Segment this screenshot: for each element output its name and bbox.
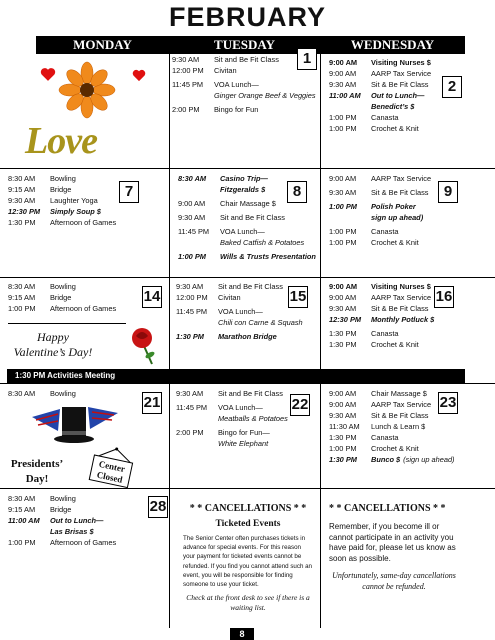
event-name: Sit & Be Fit Class — [371, 303, 429, 313]
event-time: 9:00 AM — [329, 389, 357, 398]
week1-wednesday-cell — [329, 58, 445, 167]
event-time: 9:30 AM — [329, 79, 357, 89]
event-time: 1:00 PM — [329, 201, 357, 211]
divider-line — [8, 323, 126, 324]
day-number-7: 7 — [119, 181, 139, 203]
event-time: 9:30 AM — [176, 389, 204, 398]
event-row — [176, 307, 318, 318]
event-time: 12:00 PM — [172, 65, 204, 75]
event-row — [329, 227, 439, 238]
event-name: Chair Massage $ — [220, 198, 276, 208]
event-detail: Benedict’s $ — [371, 101, 415, 111]
event-time: 8:30 AM — [178, 174, 207, 183]
event-time: 9:00 AM — [329, 174, 357, 183]
event-name: Sit & Be Fit Class — [371, 79, 429, 89]
event-row — [329, 422, 444, 433]
event-name: AARP Tax Service — [371, 68, 432, 78]
week2-monday-events — [8, 174, 118, 229]
week3-wednesday-cell — [329, 282, 439, 368]
event-name: AARP Tax Service — [371, 174, 432, 183]
day-number-23: 23 — [438, 392, 458, 414]
page-number: 8 — [230, 628, 254, 640]
event-name: Bunco $ — [371, 454, 401, 464]
event-detail: Ginger Orange Beef & Veggies — [214, 90, 316, 100]
event-name: Crochet & Knit — [371, 339, 419, 349]
event-time: 1:30 PM — [329, 328, 357, 338]
week1-tuesday-cell — [172, 55, 319, 167]
cancellation-reminder: Remember, if you become ill or cannot participate in an activity you have paid for, please let us know as soon as possible. — [329, 521, 456, 564]
event-name: Crochet & Knit — [371, 443, 419, 453]
same-day-note: Unfortunately, same-day cancellations cannot be refunded. — [332, 570, 456, 591]
day-text: Day! — [25, 472, 49, 485]
rose-icon — [128, 322, 164, 366]
event-name: AARP Tax Service — [371, 399, 432, 409]
heart-icon — [132, 69, 146, 82]
event-row — [176, 332, 318, 343]
event-time: 1:00 PM — [329, 123, 357, 133]
event-name: Canasta — [371, 328, 399, 338]
event-name: AARP Tax Service — [371, 292, 432, 302]
event-row — [329, 315, 439, 326]
event-time: 1:30 PM — [329, 432, 357, 442]
event-row — [329, 389, 444, 400]
event-time: 1:00 PM — [8, 537, 36, 547]
grid-vertical-1 — [169, 54, 170, 628]
event-time: 11:45 PM — [172, 79, 204, 89]
week5-wednesday-cell — [329, 502, 459, 626]
event-time: 8:30 AM — [8, 174, 36, 183]
day-number-28: 28 — [148, 496, 168, 518]
event-row — [329, 80, 445, 91]
event-row — [329, 304, 439, 315]
event-time: 9:00 AM — [329, 58, 358, 67]
cancellations-title-2: * * CANCELLATIONS * * — [329, 503, 446, 514]
day-number-8: 8 — [287, 181, 307, 203]
header-tuesday: TUESDAY — [169, 36, 320, 54]
event-name: Afternoon of Games — [50, 303, 117, 313]
event-row — [329, 91, 445, 102]
grid-row-line-2 — [0, 277, 495, 278]
event-name: Bridge — [50, 292, 72, 302]
event-name: VOA Lunch— — [220, 226, 265, 236]
event-name: Bingo for Fun— — [218, 427, 270, 437]
event-row — [329, 174, 439, 185]
ticketed-events-body: The Senior Center often purchases tickets in advance for special events. For this reason your payment for ticketed events cannot be refunded. If you find you cannot attend such an event, you will be responsible for finding someone to use your ticket. — [183, 534, 312, 589]
event-row — [329, 282, 439, 293]
week3-wednesday-events — [329, 282, 439, 351]
event-row — [329, 454, 455, 466]
event-row — [178, 252, 318, 263]
event-row — [8, 516, 143, 527]
event-name: Civitan — [214, 65, 237, 75]
event-name: Chair Massage $ — [371, 389, 427, 398]
event-detail: sign up ahead) — [371, 212, 424, 222]
event-name: Monthly Potluck $ — [371, 314, 435, 324]
event-time: 9:30 AM — [172, 55, 200, 64]
event-time: 2:00 PM — [176, 427, 204, 437]
activities-meeting-bar: 1:30 PM Activities Meeting — [7, 369, 465, 383]
event-row — [329, 69, 445, 80]
event-name: Bowling — [50, 389, 76, 398]
closed-text: Closed — [95, 469, 124, 485]
event-name: Laughter Yoga — [50, 195, 98, 205]
event-name: Out to Lunch— — [50, 515, 104, 525]
event-name: Bridge — [50, 184, 72, 194]
event-time: 1:30 PM — [329, 339, 357, 349]
event-name: Sit and Be Fit Class — [214, 55, 279, 64]
event-row — [8, 174, 118, 185]
event-time: 8:30 AM — [8, 282, 36, 291]
grid-row-line-4 — [0, 488, 495, 489]
header-monday: MONDAY — [36, 36, 169, 54]
event-name: Visiting Nurses $ — [371, 58, 431, 67]
event-row — [176, 428, 318, 439]
event-detail: Meatballs & Potatoes — [218, 413, 288, 423]
event-time: 9:15 AM — [8, 504, 36, 514]
event-name: VOA Lunch— — [218, 306, 263, 316]
event-name: Sit and Be Fit Class — [220, 212, 285, 222]
event-row — [172, 80, 319, 91]
event-name: Afternoon of Games — [50, 217, 117, 227]
event-name: Crochet & Knit — [371, 237, 419, 247]
event-name: Casino Trip— — [220, 174, 268, 183]
grid-row-line-3 — [0, 383, 495, 384]
event-name: Bridge — [50, 504, 72, 514]
event-time: 9:00 AM — [329, 399, 357, 409]
event-name: VOA Lunch— — [214, 79, 259, 89]
event-row — [329, 202, 439, 213]
week5-monday-events — [8, 494, 143, 549]
event-name: Canasta — [371, 432, 399, 442]
event-detail: Las Brisas $ — [50, 526, 94, 536]
event-row — [8, 207, 118, 218]
event-time: 8:30 AM — [8, 494, 36, 503]
event-detail: Baked Catfish & Potatoes — [220, 237, 305, 247]
day-number-15: 15 — [288, 286, 308, 308]
event-row — [8, 538, 143, 549]
event-name: Sit and Be Fit Class — [218, 282, 283, 291]
event-time: 9:30 AM — [329, 303, 357, 313]
week2-monday-cell — [8, 174, 118, 274]
event-time: 1:00 PM — [178, 251, 206, 261]
event-name: Sit & Be Fit Class — [371, 410, 429, 420]
day-number-2: 2 — [442, 76, 462, 98]
week2-wednesday-cell — [329, 174, 439, 274]
event-note: (sign up ahead) — [403, 454, 455, 464]
valentines-day-text: Valentine’s Day! — [13, 345, 93, 359]
happy-text: Happy — [37, 330, 69, 344]
event-time: 9:00 AM — [329, 292, 357, 302]
event-row — [8, 218, 118, 229]
event-time: 11:30 AM — [329, 421, 360, 431]
day-number-21: 21 — [142, 392, 162, 414]
day-number-1: 1 — [297, 48, 317, 70]
week5-tuesday-cell — [183, 502, 313, 626]
center-closed-sign — [86, 442, 133, 489]
event-row — [329, 329, 439, 340]
event-row — [329, 58, 445, 69]
event-row — [172, 105, 319, 116]
event-row — [329, 113, 445, 124]
event-time: 1:00 PM — [329, 443, 357, 453]
event-name: Polish Poker — [371, 201, 416, 211]
valentines-text — [8, 330, 98, 360]
event-name: Sit and Be Fit Class — [218, 389, 283, 398]
day-number-16: 16 — [434, 286, 454, 308]
event-row — [178, 213, 318, 224]
event-time: 1:00 PM — [329, 237, 357, 247]
event-name: Bowling — [50, 282, 76, 291]
event-time: 1:00 PM — [8, 303, 36, 313]
grid-vertical-2 — [320, 54, 321, 628]
event-time: 11:45 PM — [176, 402, 208, 412]
day-number-14: 14 — [142, 286, 162, 308]
event-time: 8:30 AM — [8, 389, 36, 398]
event-time: 1:30 PM — [176, 331, 204, 341]
event-row — [178, 227, 318, 238]
ticketed-events-subtitle: Ticketed Events — [215, 518, 281, 529]
event-name: Marathon Bridge — [218, 331, 277, 341]
flower-icon — [52, 61, 122, 121]
event-name: Out to Lunch— — [371, 90, 425, 100]
event-time: 9:00 AM — [178, 198, 206, 208]
event-name: Bowling — [50, 494, 76, 503]
event-row — [329, 400, 444, 411]
event-name: Bowling — [50, 174, 76, 183]
event-time: 12:30 PM — [8, 206, 41, 216]
event-time: 9:30 AM — [176, 282, 204, 291]
event-time: 9:00 AM — [329, 282, 358, 291]
event-detail: Fitzgeralds $ — [220, 184, 266, 194]
presidents-text: Presidents’ — [10, 458, 64, 470]
event-time: 1:00 PM — [329, 112, 357, 122]
event-time: 9:15 AM — [8, 292, 36, 302]
week5-monday-cell — [8, 494, 143, 624]
event-time: 12:00 PM — [176, 292, 208, 302]
event-row — [8, 185, 118, 196]
event-row — [8, 494, 143, 505]
event-row — [329, 293, 439, 304]
event-detail: Chili con Carne & Squash — [218, 317, 303, 327]
event-row — [8, 196, 118, 207]
event-name: Visiting Nurses $ — [371, 282, 431, 291]
event-detail: White Elephant — [218, 438, 269, 448]
event-name: Lunch & Learn $ — [371, 421, 426, 431]
event-time: 11:45 PM — [178, 226, 210, 236]
month-title: FEBRUARY — [168, 2, 326, 32]
event-name: Wills & Trusts Presentation — [220, 251, 316, 261]
event-row — [329, 188, 439, 199]
event-name: Afternoon of Games — [50, 537, 117, 547]
event-time: 9:30 AM — [329, 410, 357, 420]
header-wednesday: WEDNESDAY — [320, 36, 465, 54]
event-time: 2:00 PM — [172, 104, 200, 114]
event-time: 9:30 AM — [329, 187, 357, 197]
event-time: 11:00 AM — [329, 90, 361, 100]
waiting-list-note: Check at the front desk to see if there is a waiting list. — [186, 592, 310, 612]
event-time: 1:30 PM — [329, 454, 357, 464]
event-time: 1:00 PM — [329, 226, 357, 236]
event-time: 9:15 AM — [8, 184, 36, 194]
event-time: 11:00 AM — [8, 515, 40, 525]
event-name: Civitan — [218, 292, 241, 302]
love-graphic: Love — [25, 120, 97, 162]
event-row — [8, 505, 143, 516]
event-name: Crochet & Knit — [371, 123, 419, 133]
event-row — [329, 433, 444, 444]
day-number-9: 9 — [438, 181, 458, 203]
event-row — [329, 340, 439, 351]
event-name: Sit & Be Fit Class — [371, 187, 429, 197]
week2-wednesday-events — [329, 174, 439, 249]
event-name: Canasta — [371, 112, 399, 122]
event-row — [329, 238, 439, 249]
event-time: 1:30 PM — [8, 217, 36, 227]
event-row — [329, 124, 445, 135]
event-name: Bingo for Fun — [214, 104, 259, 114]
day-number-22: 22 — [290, 394, 310, 416]
event-time: 9:30 AM — [178, 212, 206, 222]
event-time: 9:30 AM — [8, 195, 36, 205]
event-name: Canasta — [371, 226, 399, 236]
week1-wednesday-events — [329, 58, 445, 135]
center-text: Center — [97, 458, 126, 475]
presidents-day-text — [8, 457, 66, 487]
week1-monday-cell — [7, 55, 167, 167]
event-row — [329, 411, 444, 422]
event-name: VOA Lunch— — [218, 402, 263, 412]
cancellations-title: * * CANCELLATIONS * * — [189, 503, 307, 514]
event-time: 11:45 PM — [176, 306, 208, 316]
event-name: Simply Soup $ — [50, 206, 101, 216]
event-time: 12:30 PM — [329, 314, 362, 324]
event-time: 9:00 AM — [329, 68, 357, 78]
event-row — [329, 444, 444, 455]
